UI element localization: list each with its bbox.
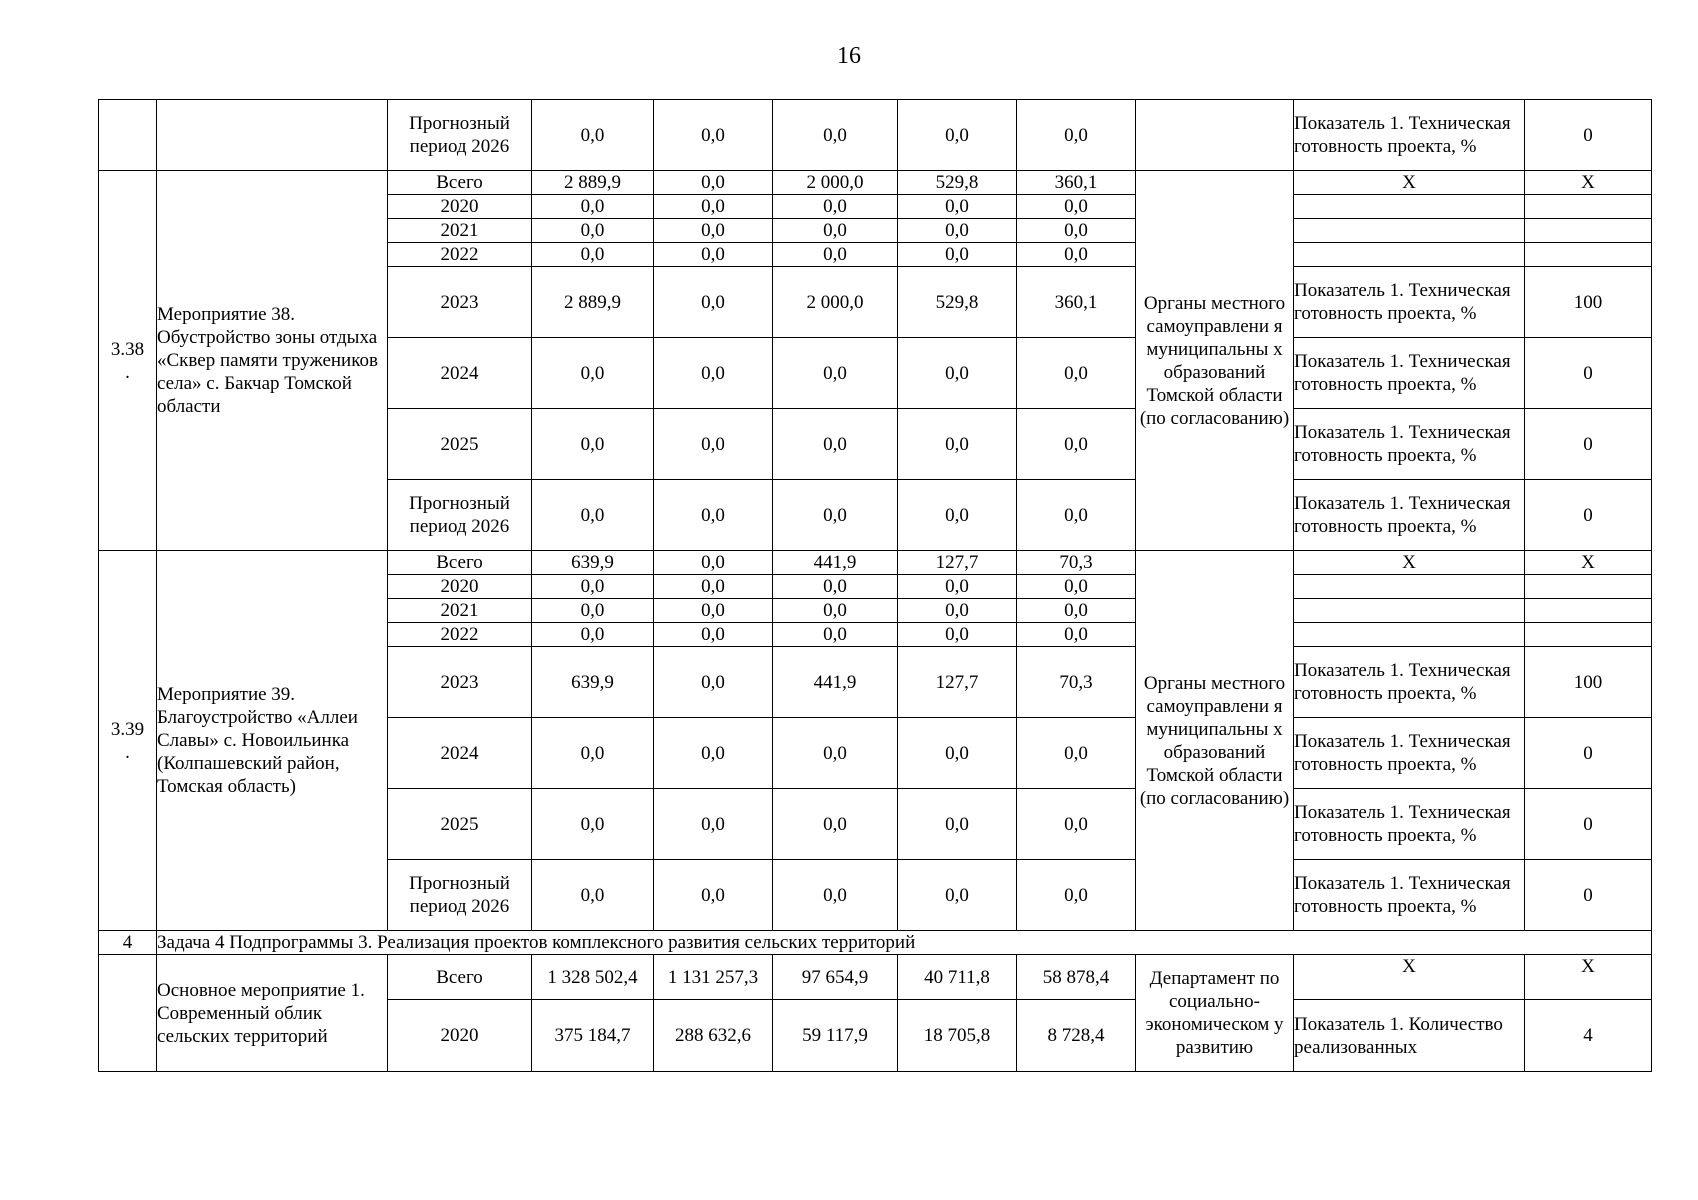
- amount-cell: 360,1: [1017, 267, 1136, 338]
- amount-cell: 0,0: [1017, 195, 1136, 219]
- period-cell: 2024: [388, 338, 532, 409]
- amount-cell: 0,0: [654, 338, 773, 409]
- indicator-cell: Показатель 1. Техническая готовность проекта, %: [1294, 100, 1525, 171]
- target-value-cell: 0: [1525, 718, 1652, 789]
- amount-cell: 0,0: [532, 623, 654, 647]
- indicator-cell: X: [1294, 551, 1525, 575]
- amount-cell: 0,0: [532, 243, 654, 267]
- period-cell: 2025: [388, 789, 532, 860]
- period-cell: 2023: [388, 267, 532, 338]
- period-cell: Прогнозный период 2026: [388, 100, 532, 171]
- amount-cell: 0,0: [532, 409, 654, 480]
- amount-cell: 0,0: [532, 575, 654, 599]
- amount-cell: 441,9: [773, 551, 898, 575]
- target-value-cell: 0: [1525, 338, 1652, 409]
- amount-cell: 0,0: [773, 860, 898, 931]
- target-value-cell: [1525, 575, 1652, 599]
- indicator-cell: [1294, 599, 1525, 623]
- amount-cell: 0,0: [532, 338, 654, 409]
- page-number: 16: [837, 43, 861, 69]
- amount-cell: 0,0: [532, 219, 654, 243]
- amount-cell: 0,0: [773, 100, 898, 171]
- amount-cell: 0,0: [532, 195, 654, 219]
- amount-cell: 1 131 257,3: [654, 955, 773, 1000]
- target-value-cell: 0: [1525, 100, 1652, 171]
- amount-cell: 0,0: [532, 480, 654, 551]
- indicator-cell: X: [1294, 171, 1525, 195]
- amount-cell: 0,0: [898, 575, 1017, 599]
- indicator-cell: [1294, 623, 1525, 647]
- table-row: [99, 171, 1652, 195]
- measure-number-cell: 3.38 .: [99, 171, 157, 551]
- period-cell: 2021: [388, 219, 532, 243]
- amount-cell: 529,8: [898, 267, 1017, 338]
- amount-cell: 1 328 502,4: [532, 955, 654, 1000]
- indicator-cell: Показатель 1. Техническая готовность проекта, %: [1294, 267, 1525, 338]
- amount-cell: 0,0: [773, 338, 898, 409]
- amount-cell: 70,3: [1017, 551, 1136, 575]
- amount-cell: 0,0: [654, 551, 773, 575]
- target-value-cell: 4: [1525, 1000, 1652, 1072]
- period-cell: 2024: [388, 718, 532, 789]
- amount-cell: 0,0: [654, 267, 773, 338]
- amount-cell: 0,0: [532, 100, 654, 171]
- amount-cell: 0,0: [1017, 623, 1136, 647]
- executor-cell: Департамент по социально-экономическом у развитию: [1136, 955, 1294, 1072]
- amount-cell: 0,0: [654, 599, 773, 623]
- period-cell: Всего: [388, 171, 532, 195]
- target-value-cell: X: [1525, 171, 1652, 195]
- amount-cell: 0,0: [654, 789, 773, 860]
- period-cell: 2020: [388, 575, 532, 599]
- amount-cell: 0,0: [1017, 338, 1136, 409]
- task-row: [99, 931, 1652, 955]
- amount-cell: 360,1: [1017, 171, 1136, 195]
- period-cell: 2020: [388, 1000, 532, 1072]
- indicator-cell: Показатель 1. Техническая готовность проекта, %: [1294, 647, 1525, 718]
- indicator-cell: Показатель 1. Техническая готовность проекта, %: [1294, 860, 1525, 931]
- period-cell: 2022: [388, 623, 532, 647]
- executor-cell: Органы местного самоуправлени я муниципальны х образований Томской области (по согласованию): [1136, 171, 1294, 551]
- amount-cell: 0,0: [898, 623, 1017, 647]
- table-row: [99, 100, 1652, 171]
- indicator-cell: [1294, 575, 1525, 599]
- target-value-cell: [1525, 599, 1652, 623]
- target-value-cell: X: [1525, 955, 1652, 1000]
- target-value-cell: 0: [1525, 789, 1652, 860]
- row-number-cell: [99, 100, 157, 171]
- amount-cell: 639,9: [532, 551, 654, 575]
- target-value-cell: 0: [1525, 860, 1652, 931]
- indicator-cell: Показатель 1. Техническая готовность проекта, %: [1294, 338, 1525, 409]
- period-cell: Всего: [388, 955, 532, 1000]
- amount-cell: 0,0: [773, 789, 898, 860]
- measure-name-cell: Мероприятие 38. Обустройство зоны отдыха «Сквер памяти тружеников села» с. Бакчар Томской области: [157, 171, 388, 551]
- amount-cell: 0,0: [898, 599, 1017, 623]
- amount-cell: 0,0: [1017, 243, 1136, 267]
- amount-cell: 0,0: [1017, 860, 1136, 931]
- period-cell: 2020: [388, 195, 532, 219]
- task-number-cell: 4: [99, 931, 157, 955]
- amount-cell: 0,0: [1017, 599, 1136, 623]
- measure-number-cell: [99, 955, 157, 1072]
- amount-cell: 0,0: [654, 409, 773, 480]
- amount-cell: 0,0: [773, 409, 898, 480]
- amount-cell: 0,0: [1017, 219, 1136, 243]
- amount-cell: 2 889,9: [532, 267, 654, 338]
- indicator-cell: [1294, 243, 1525, 267]
- period-cell: Всего: [388, 551, 532, 575]
- period-cell: 2025: [388, 409, 532, 480]
- amount-cell: 2 889,9: [532, 171, 654, 195]
- amount-cell: 441,9: [773, 647, 898, 718]
- amount-cell: 0,0: [773, 480, 898, 551]
- budget-table: [98, 99, 1652, 1072]
- amount-cell: 0,0: [898, 100, 1017, 171]
- amount-cell: 127,7: [898, 551, 1017, 575]
- amount-cell: 0,0: [654, 860, 773, 931]
- amount-cell: 2 000,0: [773, 267, 898, 338]
- table-row: [99, 551, 1652, 575]
- measure-number-cell: 3.39 .: [99, 551, 157, 931]
- amount-cell: 0,0: [654, 171, 773, 195]
- amount-cell: 97 654,9: [773, 955, 898, 1000]
- indicator-cell: Показатель 1. Количество реализованных: [1294, 1000, 1525, 1072]
- target-value-cell: X: [1525, 551, 1652, 575]
- amount-cell: 639,9: [532, 647, 654, 718]
- amount-cell: 58 878,4: [1017, 955, 1136, 1000]
- target-value-cell: [1525, 219, 1652, 243]
- period-cell: Прогнозный период 2026: [388, 480, 532, 551]
- amount-cell: 0,0: [654, 623, 773, 647]
- target-value-cell: [1525, 623, 1652, 647]
- amount-cell: 0,0: [1017, 480, 1136, 551]
- amount-cell: 59 117,9: [773, 1000, 898, 1072]
- amount-cell: 0,0: [898, 338, 1017, 409]
- amount-cell: 288 632,6: [654, 1000, 773, 1072]
- target-value-cell: 100: [1525, 647, 1652, 718]
- amount-cell: 0,0: [898, 243, 1017, 267]
- amount-cell: 0,0: [898, 860, 1017, 931]
- amount-cell: 0,0: [773, 243, 898, 267]
- indicator-cell: [1294, 195, 1525, 219]
- amount-cell: 0,0: [654, 219, 773, 243]
- measure-name-cell: Мероприятие 39. Благоустройство «Аллеи Славы» с. Новоильинка (Колпашевский район, Томская область): [157, 551, 388, 931]
- amount-cell: 375 184,7: [532, 1000, 654, 1072]
- amount-cell: 0,0: [1017, 575, 1136, 599]
- target-value-cell: 0: [1525, 480, 1652, 551]
- amount-cell: 0,0: [654, 647, 773, 718]
- executor-cell: Органы местного самоуправлени я муниципальны х образований Томской области (по согласованию): [1136, 551, 1294, 931]
- period-cell: 2023: [388, 647, 532, 718]
- target-value-cell: 0: [1525, 409, 1652, 480]
- target-value-cell: [1525, 195, 1652, 219]
- amount-cell: 2 000,0: [773, 171, 898, 195]
- amount-cell: 127,7: [898, 647, 1017, 718]
- amount-cell: 0,0: [1017, 100, 1136, 171]
- period-cell: 2021: [388, 599, 532, 623]
- measure-name-cell: Основное мероприятие 1. Современный облик сельских территорий: [157, 955, 388, 1072]
- amount-cell: 0,0: [898, 195, 1017, 219]
- amount-cell: 70,3: [1017, 647, 1136, 718]
- indicator-cell: [1294, 219, 1525, 243]
- amount-cell: 40 711,8: [898, 955, 1017, 1000]
- period-cell: 2022: [388, 243, 532, 267]
- amount-cell: 0,0: [898, 219, 1017, 243]
- amount-cell: 0,0: [654, 575, 773, 599]
- amount-cell: 18 705,8: [898, 1000, 1017, 1072]
- table-row: [99, 955, 1652, 1000]
- period-cell: Прогнозный период 2026: [388, 860, 532, 931]
- amount-cell: 0,0: [654, 243, 773, 267]
- amount-cell: 0,0: [532, 860, 654, 931]
- amount-cell: 0,0: [654, 100, 773, 171]
- indicator-cell: Показатель 1. Техническая готовность проекта, %: [1294, 480, 1525, 551]
- table-body: [99, 100, 1652, 1072]
- indicator-cell: X: [1294, 955, 1525, 1000]
- amount-cell: 0,0: [773, 623, 898, 647]
- amount-cell: 0,0: [1017, 409, 1136, 480]
- amount-cell: 0,0: [773, 599, 898, 623]
- target-value-cell: [1525, 243, 1652, 267]
- amount-cell: 0,0: [898, 718, 1017, 789]
- executor-cell: [1136, 100, 1294, 171]
- measure-name-cell: [157, 100, 388, 171]
- amount-cell: 0,0: [898, 409, 1017, 480]
- amount-cell: 0,0: [654, 195, 773, 219]
- amount-cell: 529,8: [898, 171, 1017, 195]
- amount-cell: 0,0: [1017, 789, 1136, 860]
- amount-cell: 0,0: [773, 195, 898, 219]
- amount-cell: 0,0: [773, 718, 898, 789]
- amount-cell: 8 728,4: [1017, 1000, 1136, 1072]
- indicator-cell: Показатель 1. Техническая готовность проекта, %: [1294, 409, 1525, 480]
- amount-cell: 0,0: [898, 789, 1017, 860]
- amount-cell: 0,0: [898, 480, 1017, 551]
- amount-cell: 0,0: [654, 718, 773, 789]
- amount-cell: 0,0: [532, 718, 654, 789]
- indicator-cell: Показатель 1. Техническая готовность проекта, %: [1294, 789, 1525, 860]
- amount-cell: 0,0: [1017, 718, 1136, 789]
- amount-cell: 0,0: [773, 219, 898, 243]
- task-title-cell: Задача 4 Подпрограммы 3. Реализация проектов комплексного развития сельских территорий: [157, 931, 1652, 955]
- amount-cell: 0,0: [773, 575, 898, 599]
- amount-cell: 0,0: [532, 789, 654, 860]
- amount-cell: 0,0: [654, 480, 773, 551]
- amount-cell: 0,0: [532, 599, 654, 623]
- indicator-cell: Показатель 1. Техническая готовность проекта, %: [1294, 718, 1525, 789]
- target-value-cell: 100: [1525, 267, 1652, 338]
